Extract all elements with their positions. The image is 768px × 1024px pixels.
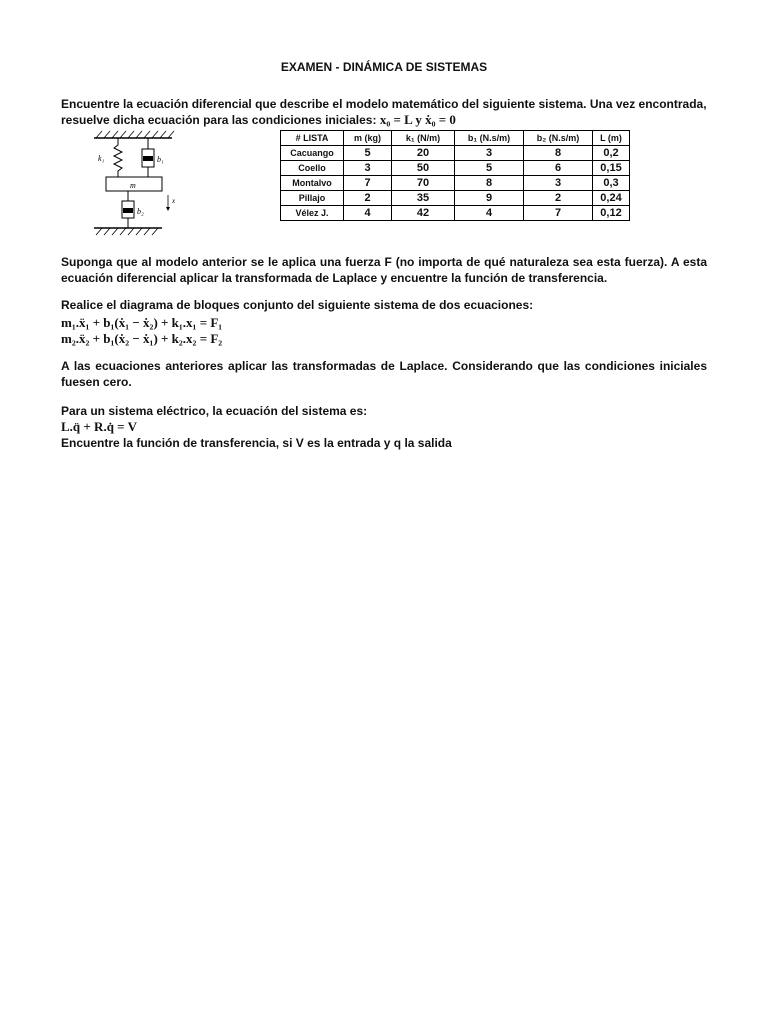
table-cell: 0,24 <box>593 191 630 206</box>
table-header: k₁ (N/m) <box>392 131 455 146</box>
table-cell: 2 <box>524 191 593 206</box>
table-row <box>281 206 630 221</box>
label-m: m <box>130 181 136 190</box>
table-cell: 7 <box>344 176 392 191</box>
table-row <box>281 161 630 176</box>
table-row <box>281 146 630 161</box>
table-cell: 35 <box>392 191 455 206</box>
table-cell: 50 <box>392 161 455 176</box>
table-cell: 20 <box>392 146 455 161</box>
question-5-intro: Para un sistema eléctrico, la ecuación del sistema es: <box>61 404 368 418</box>
table-cell: 4 <box>455 206 524 221</box>
damper-b1 <box>142 138 154 177</box>
equation-2: m₂.ẍ₂ + b₁(ẋ₂ − ẋ₁) + k₂.x₂ = F₂ <box>61 331 223 346</box>
table-header: b₂ (N.s/m) <box>524 131 593 146</box>
question-4: A las ecuaciones anteriores aplicar las transformadas de Laplace. Considerando que las condiciones iniciales fuesen cero. <box>61 359 707 389</box>
damper-b2 <box>122 191 134 228</box>
table-cell: 5 <box>344 146 392 161</box>
table-cell: Vélez J. <box>281 206 344 221</box>
table-cell: Montalvo <box>281 176 344 191</box>
table-cell: 8 <box>524 146 593 161</box>
table-cell: 7 <box>524 206 593 221</box>
table-row <box>281 191 630 206</box>
label-x: x <box>172 197 176 205</box>
table-cell: 9 <box>455 191 524 206</box>
table-cell: Coello <box>281 161 344 176</box>
table-row <box>281 176 630 191</box>
table-cell: Cacuango <box>281 146 344 161</box>
initial-conditions-equation: x₀ = L y ẋ₀ = 0 <box>379 112 456 127</box>
question-1-line-2 <box>61 112 721 128</box>
table-cell: 5 <box>455 161 524 176</box>
table-cell: 2 <box>344 191 392 206</box>
table-cell: 42 <box>392 206 455 221</box>
table-cell: 4 <box>344 206 392 221</box>
electrical-equation: L.q̈ + R.q̇ = V <box>61 419 137 434</box>
table-header: L (m) <box>593 131 630 146</box>
table-header-row <box>281 131 630 146</box>
table-cell: 3 <box>524 176 593 191</box>
table-cell: 6 <box>524 161 593 176</box>
table-cell: 0,15 <box>593 161 630 176</box>
mass-spring-damper-diagram <box>92 129 182 241</box>
label-b2: b₂ <box>137 207 144 216</box>
question-1 <box>61 96 721 128</box>
question-3-intro: Realice el diagrama de bloques conjunto del siguiente sistema de dos ecuaciones: <box>61 298 534 312</box>
label-k1: k₁ <box>98 154 105 163</box>
table-cell: 0,3 <box>593 176 630 191</box>
bottom-wall <box>94 228 162 235</box>
table-cell: 8 <box>455 176 524 191</box>
displacement-arrow <box>166 195 170 211</box>
table-cell: Pillajo <box>281 191 344 206</box>
table-header: # LISTA <box>281 131 344 146</box>
question-2: Suponga que al modelo anterior se le aplica una fuerza F (no importa de qué naturaleza sea esta fuerza). A esta ecuación diferencial aplicar la transformada de Laplace y encuentre la función de transferencia. <box>61 255 707 285</box>
question-5-task: Encuentre la función de transferencia, si V es la entrada y q la salida <box>61 436 452 450</box>
table-header: b₁ (N.s/m) <box>455 131 524 146</box>
question-1-line-2-text: resuelve dicha ecuación para las condiciones iniciales: <box>61 113 380 127</box>
table-cell: 0,12 <box>593 206 630 221</box>
spring-k1 <box>114 138 122 177</box>
equation-1: m₁.ẍ₁ + b₁(ẋ₁ − ẋ₂) + k₁.x₁ = F₁ <box>61 315 223 330</box>
table-header: m (kg) <box>344 131 392 146</box>
parameters-table <box>280 130 630 221</box>
exam-title: EXAMEN - DINÁMICA DE SISTEMAS <box>280 60 488 74</box>
table-cell: 70 <box>392 176 455 191</box>
label-b1: b₁ <box>157 155 164 164</box>
question-1-line-1: Encuentre la ecuación diferencial que describe el modelo matemático del siguiente sistema. Una vez encontrada, <box>61 97 707 111</box>
table-cell: 3 <box>344 161 392 176</box>
top-wall <box>94 131 174 138</box>
table-cell: 0,2 <box>593 146 630 161</box>
table-cell: 3 <box>455 146 524 161</box>
